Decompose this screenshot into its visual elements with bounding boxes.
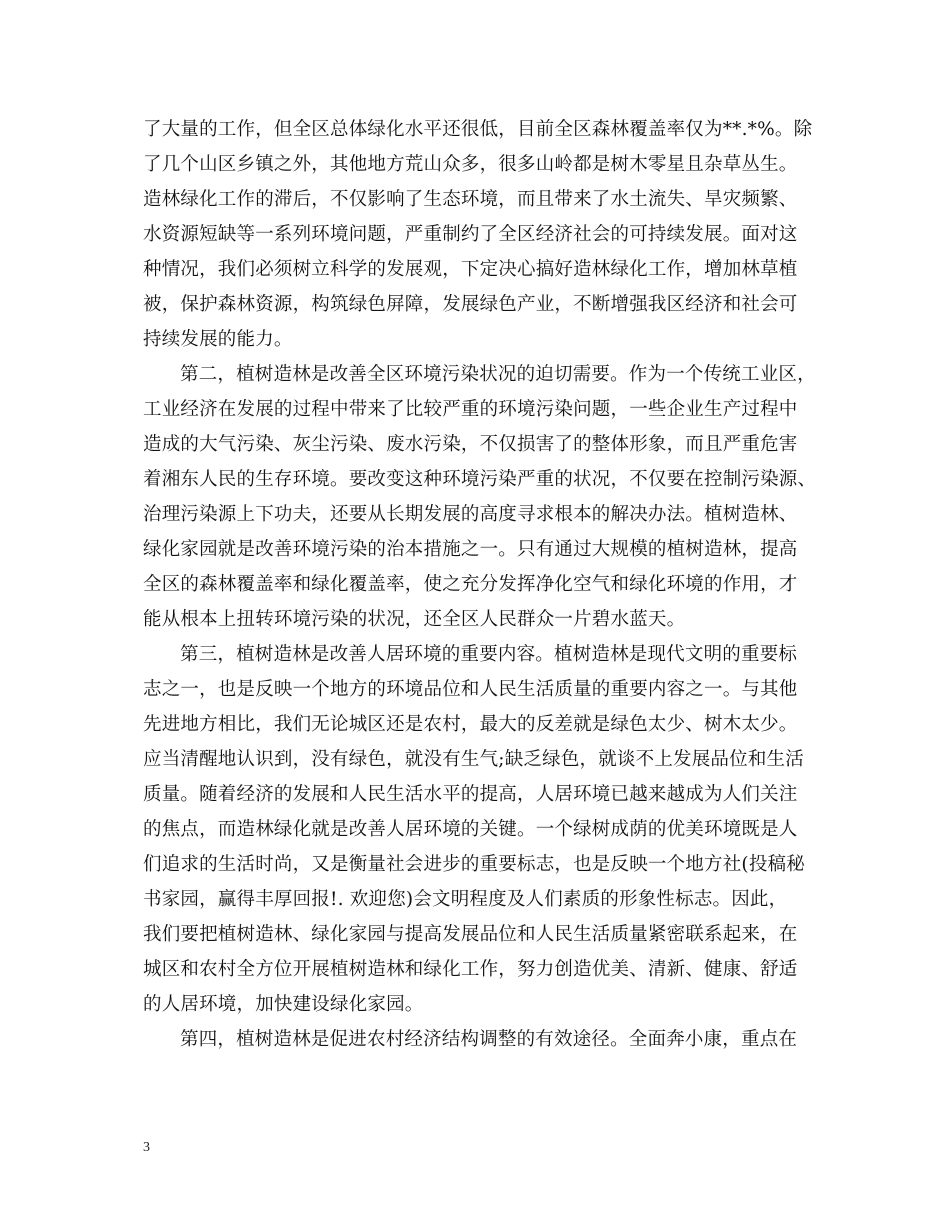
- text-line: 造成的大气污染、灰尘污染、废水污染，不仅损害了的整体形象，而且严重危害: [143, 434, 798, 455]
- text-line: 书家园，赢得丰厚回报!. 欢迎您)会文明程度及人们素质的形象性标志。因此，: [143, 889, 788, 910]
- text-line: 先进地方相比，我们无论城区还是农村，最大的反差就是绿色太少、树木太少。: [143, 714, 798, 735]
- text-line: 种情况，我们必须树立科学的发展观，下定决心搞好造林绿化工作，增加林草植: [143, 259, 798, 280]
- text-line: 水资源短缺等一系列环境问题，严重制约了全区经济社会的可持续发展。面对这: [143, 224, 798, 245]
- text-line: 着湘东人民的生存环境。要改变这种环境污染严重的状况，不仅要在控制污染源、: [143, 469, 817, 490]
- text-line: 了几个山区乡镇之外，其他地方荒山众多，很多山岭都是树木零星且杂草丛生。: [143, 154, 798, 175]
- text-line: 志之一，也是反映一个地方的环境品位和人民生活质量的重要内容之一。与其他: [143, 679, 798, 700]
- paragraph-start-line: 第二，植树造林是改善全区环境污染状况的迫切需要。作为一个传统工业区，: [180, 364, 816, 385]
- text-line: 能从根本上扭转环境污染的状况，还全区人民群众一片碧水蓝天。: [143, 609, 686, 630]
- text-line: 们追求的生活时尚，又是衡量社会进步的重要标志，也是反映一个地方社(投稿秘: [143, 854, 805, 875]
- text-line: 质量。随着经济的发展和人民生活水平的提高，人居环境已越来越成为人们关注: [143, 784, 798, 805]
- text-line: 造林绿化工作的滞后，不仅影响了生态环境，而且带来了水土流失、旱灾频繁、: [143, 189, 798, 210]
- text-line: 城区和农村全方位开展植树造林和绿化工作，努力创造优美、清新、健康、舒适: [143, 959, 798, 980]
- text-line: 应当清醒地认识到，没有绿色，就没有生气;缺乏绿色，就谈不上发展品位和生活: [143, 749, 804, 770]
- paragraph-start-line: 第四，植树造林是促进农村经济结构调整的有效途径。全面奔小康，重点在: [180, 1029, 798, 1050]
- text-line: 持续发展的能力。: [143, 329, 293, 350]
- text-line: 绿化家园就是改善环境污染的治本措施之一。只有通过大规模的植树造林，提高: [143, 539, 798, 560]
- text-line: 全区的森林覆盖率和绿化覆盖率，使之充分发挥净化空气和绿化环境的作用，才: [143, 574, 798, 595]
- text-line: 治理污染源上下功夫，还要从长期发展的高度寻求根本的解决办法。植树造林、: [143, 504, 798, 525]
- text-line: 我们要把植树造林、绿化家园与提高发展品位和人民生活质量紧密联系起来，在: [143, 924, 798, 945]
- text-line: 了大量的工作，但全区总体绿化水平还很低，目前全区森林覆盖率仅为**.*%。除: [143, 119, 813, 140]
- page-number: 3: [143, 1140, 150, 1155]
- text-line: 的焦点，而造林绿化就是改善人居环境的关键。一个绿树成荫的优美环境既是人: [143, 819, 798, 840]
- text-line: 的人居环境，加快建设绿化家园。: [143, 994, 424, 1015]
- paragraph-start-line: 第三，植树造林是改善人居环境的重要内容。植树造林是现代文明的重要标: [180, 644, 798, 665]
- text-line: 被，保护森林资源，构筑绿色屏障，发展绿色产业，不断增强我区经济和社会可: [143, 294, 798, 315]
- text-line: 工业经济在发展的过程中带来了比较严重的环境污染问题，一些企业生产过程中: [143, 399, 798, 420]
